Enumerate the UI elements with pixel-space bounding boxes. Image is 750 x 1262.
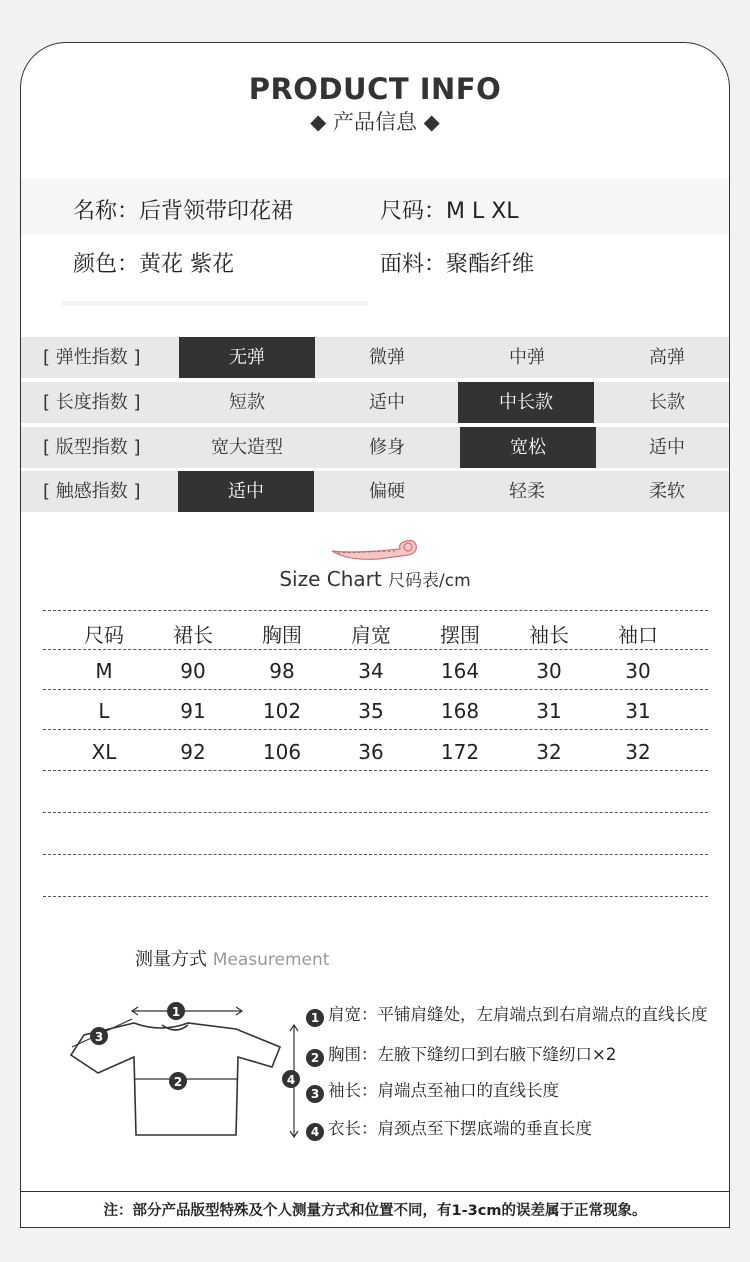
table-cell: 34 xyxy=(358,659,384,683)
measurement-text: 胸围：左腋下缝纫口到右腋下缝纫口×2 xyxy=(328,1045,617,1064)
table-cell: 92 xyxy=(180,740,206,764)
table-cell: 30 xyxy=(536,659,562,683)
index-option: 适中 xyxy=(369,392,405,413)
index-option: 柔软 xyxy=(649,481,685,502)
measuring-tape-icon xyxy=(328,537,420,567)
table-divider xyxy=(43,610,708,611)
index-label: [ 弹性指数 ] xyxy=(43,347,141,368)
measurement-item-chest xyxy=(306,1041,616,1067)
index-option: 轻柔 xyxy=(509,481,545,502)
measurement-title xyxy=(135,945,329,971)
table-cell: M xyxy=(95,659,113,683)
index-label: [ 长度指数 ] xyxy=(43,392,141,413)
svg-text:2: 2 xyxy=(173,1075,183,1089)
table-cell: 30 xyxy=(625,659,651,683)
index-option: 长款 xyxy=(649,392,685,413)
index-row-touch xyxy=(21,471,729,512)
svg-text:3: 3 xyxy=(94,1030,104,1044)
size-chart-title-cn: 尺码表/cm xyxy=(388,571,471,591)
table-divider xyxy=(43,854,708,855)
table-header-cell: 尺码 xyxy=(84,623,124,647)
index-row-length xyxy=(21,382,729,423)
measurement-item-length xyxy=(306,1115,592,1141)
table-divider xyxy=(43,649,708,650)
index-option: 微弹 xyxy=(369,347,405,368)
info-size: 尺码：M L XL xyxy=(380,199,519,224)
table-cell: 172 xyxy=(440,740,480,764)
measurement-title-cn: 测量方式 xyxy=(135,949,207,970)
table-divider xyxy=(43,812,708,813)
table-cell: 36 xyxy=(358,740,384,764)
measurement-item-shoulder xyxy=(306,1001,708,1027)
number-badge-icon: 4 xyxy=(306,1123,324,1141)
index-label: [ 版型指数 ] xyxy=(43,437,141,458)
measurement-text: 肩宽：平铺肩缝处，左肩端点到右肩端点的直线长度 xyxy=(328,1005,708,1024)
table-cell: 164 xyxy=(440,659,480,683)
footer-divider xyxy=(21,1191,729,1192)
measurement-item-sleeve xyxy=(306,1077,559,1103)
index-option-selected: 无弹 xyxy=(179,337,315,378)
table-cell: 98 xyxy=(269,659,295,683)
table-header-cell: 裙长 xyxy=(173,623,213,647)
number-badge-icon: 3 xyxy=(306,1085,324,1103)
table-cell: 32 xyxy=(625,740,651,764)
measurement-title-en: Measurement xyxy=(212,950,330,970)
table-cell: 35 xyxy=(358,699,384,723)
page-title: PRODUCT INFO xyxy=(248,72,502,106)
table-cell: 31 xyxy=(536,699,562,723)
table-cell: 32 xyxy=(536,740,562,764)
table-divider xyxy=(43,770,708,771)
table-cell: L xyxy=(98,699,110,723)
svg-text:4: 4 xyxy=(286,1073,296,1087)
info-divider xyxy=(62,301,368,306)
measurement-text: 衣长：肩颈点至下摆底端的垂直长度 xyxy=(328,1119,592,1138)
table-cell: 91 xyxy=(180,699,206,723)
table-cell: 31 xyxy=(625,699,651,723)
table-header-cell: 胸围 xyxy=(262,623,302,647)
index-label: [ 触感指数 ] xyxy=(43,481,141,502)
table-header-cell: 肩宽 xyxy=(351,623,391,647)
table-cell: 106 xyxy=(262,740,302,764)
table-divider xyxy=(43,689,708,690)
table-cell: 102 xyxy=(262,699,302,723)
table-header-cell: 袖口 xyxy=(618,623,658,647)
page-subtitle: ◆ 产品信息 ◆ xyxy=(310,110,440,134)
svg-text:1: 1 xyxy=(171,1005,181,1019)
index-option: 高弹 xyxy=(649,347,685,368)
index-option-selected: 中长款 xyxy=(458,382,594,423)
info-color: 颜色：黄花 紫花 xyxy=(73,252,234,277)
footer-note: 注：部分产品版型特殊及个人测量方式和位置不同，有1-3cm的误差属于正常现象。 xyxy=(103,1203,647,1219)
number-badge-icon: 1 xyxy=(306,1009,324,1027)
size-chart-title xyxy=(0,566,750,591)
garment-diagram-icon xyxy=(66,995,306,1140)
index-option: 宽大造型 xyxy=(211,437,283,458)
table-cell: XL xyxy=(91,740,117,764)
index-option-selected: 适中 xyxy=(178,471,314,512)
table-header-cell: 摆围 xyxy=(440,623,480,647)
table-header-cell: 袖长 xyxy=(529,623,569,647)
index-row-elasticity xyxy=(21,337,729,378)
index-option: 适中 xyxy=(649,437,685,458)
info-name: 名称：后背领带印花裙 xyxy=(73,199,294,224)
number-badge-icon: 2 xyxy=(306,1049,324,1067)
index-option: 中弹 xyxy=(509,347,545,368)
index-option-selected: 宽松 xyxy=(460,427,596,468)
index-option: 短款 xyxy=(229,392,265,413)
index-option: 偏硬 xyxy=(369,481,405,502)
table-divider xyxy=(43,729,708,730)
size-chart-title-en: Size Chart xyxy=(279,567,382,591)
info-fabric: 面料：聚酯纤维 xyxy=(380,252,535,277)
table-divider xyxy=(43,896,708,897)
table-cell: 168 xyxy=(440,699,480,723)
index-row-fit xyxy=(21,427,729,468)
table-cell: 90 xyxy=(180,659,206,683)
measurement-text: 袖长：肩端点至袖口的直线长度 xyxy=(328,1081,559,1100)
index-option: 修身 xyxy=(369,437,405,458)
